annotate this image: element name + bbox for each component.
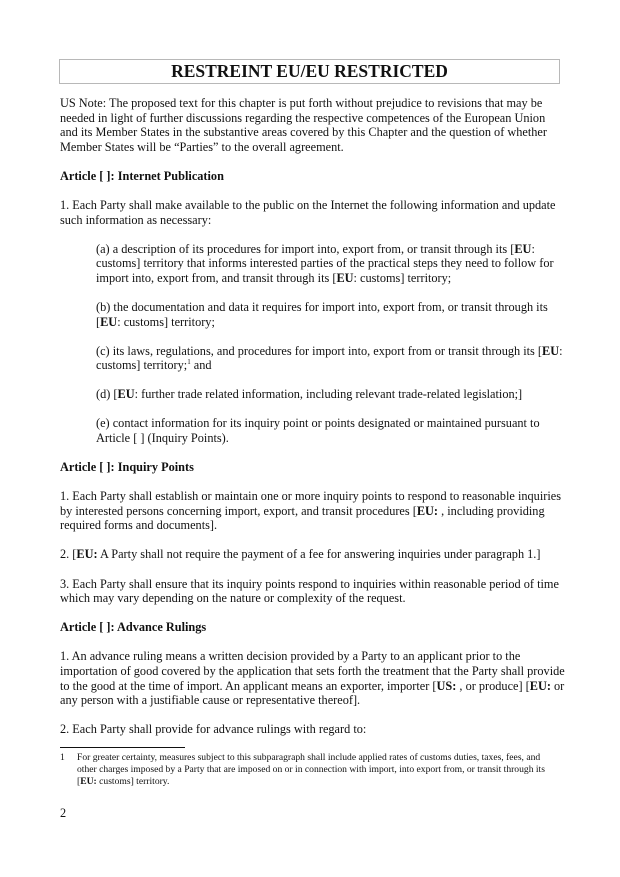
article2-p3-text: 3. Each Party shall ensure that its inquiry points respond to inquiries within reasonable period of time which may vary depending on the nature or complexity of the request. bbox=[60, 576, 559, 606]
item-e-text: (e) contact information for its inquiry point or points designated or maintained pursuant to Article [ ] (Inquiry Points). bbox=[96, 416, 540, 445]
article2-paragraph-3 bbox=[60, 577, 565, 606]
footnote-eu: EU: bbox=[80, 776, 97, 787]
article1-paragraph-1: 1. Each Party shall make available to the public on the Internet the following information and update such information as necessary: bbox=[60, 197, 556, 227]
item-c-text-2: : customs] territory; bbox=[96, 343, 563, 373]
article2-paragraph-2 bbox=[60, 547, 565, 562]
article2-p2-text-2: A Party shall not require the payment of a fee for answering inquiries under paragraph 1.] bbox=[97, 547, 541, 562]
article-heading-advance-rulings: Article [ ]: Advance Rulings bbox=[60, 620, 207, 635]
article3-p1-text-3: or any person with a justifiable cause or representative thereof]. bbox=[60, 678, 565, 708]
item-b-text-2: : customs] territory; bbox=[117, 314, 215, 329]
page-number: 2 bbox=[60, 806, 67, 820]
classification-banner bbox=[59, 59, 560, 84]
footnote bbox=[60, 752, 560, 788]
article2-p1-text-2: , including providing required forms and documents]. bbox=[60, 503, 545, 533]
article3-p1-eu: EU: bbox=[529, 678, 551, 693]
item-c-text-3: and bbox=[190, 358, 212, 373]
item-b-text-1: (b) the documentation and data it requires for import into, export from, or transit through its [ bbox=[96, 299, 548, 329]
article3-p1-text-1: 1. An advance ruling means a written decision provided by a Party to an applicant prior to the importation of good covered by the application that sets forth the treatment that the Party shall provide to the good at the time of import. An applicant means an exporter, importer [ bbox=[60, 649, 565, 693]
article2-p1-eu: EU: bbox=[416, 503, 439, 518]
article3-paragraph-2 bbox=[60, 722, 565, 737]
item-a-eu-2: EU bbox=[336, 270, 354, 285]
article1-item-b bbox=[96, 300, 565, 329]
article1-item-d bbox=[96, 387, 565, 402]
item-d-eu: EU bbox=[117, 387, 135, 402]
article2-paragraph-1 bbox=[60, 489, 565, 533]
footnote-text-1: For greater certainty, measures subject to this subparagraph shall include applied rates of customs duties, taxes, fees, and other charges imposed by a Party that are imposed on or in connection with import, into export from, or transit through its [ bbox=[77, 752, 545, 787]
article3-p2-text: 2. Each Party shall provide for advance rulings with regard to: bbox=[60, 722, 367, 737]
article3-p1-us: US: bbox=[436, 678, 457, 693]
footnote-text bbox=[77, 752, 560, 788]
article2-p1-text-1: 1. Each Party shall establish or maintain one or more inquiry points to respond to reasonable inquiries by interested persons concerning import, export, and transit procedures [ bbox=[60, 489, 561, 518]
article1-item-a bbox=[96, 242, 565, 286]
article3-p1-text-2: , or produce] [ bbox=[456, 678, 530, 693]
item-a-text-2: : customs] territory that informs interested parties of the practical steps they need to follow for import into, export from, and transit through its [ bbox=[96, 241, 554, 285]
item-c-eu: EU bbox=[542, 343, 560, 358]
article3-paragraph-1 bbox=[60, 649, 565, 707]
document-body bbox=[60, 96, 565, 745]
article-heading-inquiry-points: Article [ ]: Inquiry Points bbox=[60, 460, 194, 475]
footnote-text-2: customs] territory. bbox=[96, 776, 170, 787]
footnote-number: 1 bbox=[60, 752, 65, 763]
item-a-eu-1: EU bbox=[514, 241, 532, 256]
classification-text: RESTREINT EU/EU RESTRICTED bbox=[171, 61, 448, 81]
us-note-paragraph: US Note: The proposed text for this chapter is put forth without prejudice to revisions that may be needed in light of further discussions regarding the respective competences of the European Union and its Member States in the substantive areas covered by this Chapter and the question of whether Member States will be “Parties” to the overall agreement. bbox=[60, 96, 547, 154]
article1-item-c bbox=[96, 344, 565, 373]
footnote-reference[interactable]: 1 bbox=[187, 358, 191, 367]
footnote-separator bbox=[60, 747, 185, 748]
item-d-text-2: : further trade related information, including relevant trade-related legislation;] bbox=[134, 387, 523, 402]
item-c-text-1: (c) its laws, regulations, and procedures for import into, export from or transit through its [ bbox=[96, 343, 543, 358]
item-a-text-1: (a) a description of its procedures for import into, export from, or transit through its [ bbox=[96, 241, 515, 256]
article-heading-internet-publication: Article [ ]: Internet Publication bbox=[60, 168, 224, 183]
article2-p2-text-1: 2. [ bbox=[60, 547, 77, 562]
article2-p2-eu: EU: bbox=[76, 547, 98, 562]
item-d-text-1: (d) [ bbox=[96, 387, 118, 402]
article1-item-e bbox=[96, 416, 565, 445]
item-b-eu: EU bbox=[100, 314, 118, 329]
item-a-text-3: : customs] territory; bbox=[353, 270, 452, 285]
